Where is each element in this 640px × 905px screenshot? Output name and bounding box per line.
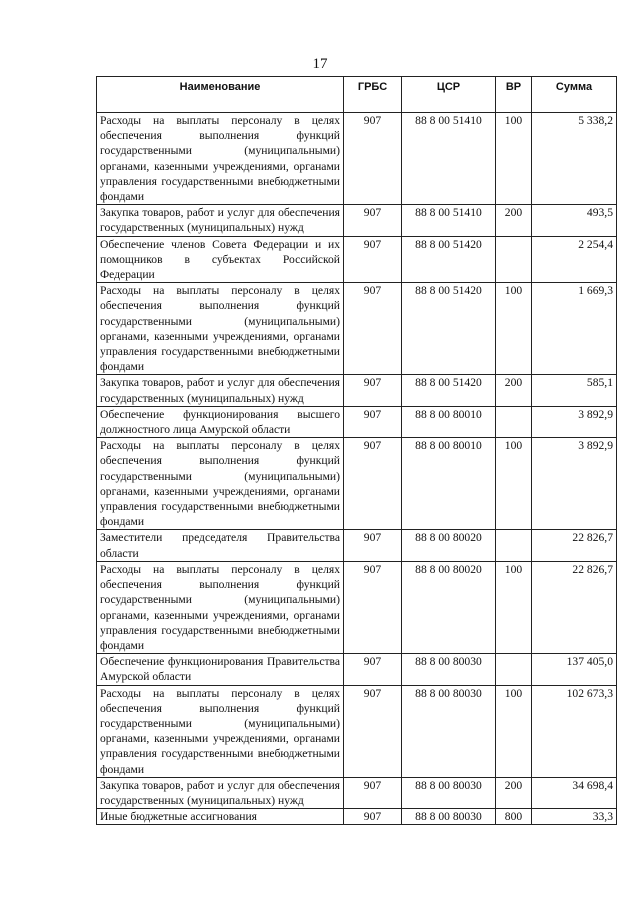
cell-vr: 200: [496, 375, 532, 406]
table-row: [97, 685, 617, 777]
cell-grbs: 907: [344, 654, 402, 685]
cell-sum: 1 669,3: [532, 283, 617, 375]
cell-grbs: 907: [344, 113, 402, 205]
cell-name: Расходы на выплаты персоналу в целях обеспечения выполнения функций государственными (муниципальными) органами, казенными учреждениями, органами управления государственными внебюджетными фондами: [97, 561, 344, 653]
cell-name: Расходы на выплаты персоналу в целях обеспечения выполнения функций государственными (муниципальными) органами, казенными учреждениями, органами управления государственными внебюджетными фондами: [97, 113, 344, 205]
budget-table: [96, 76, 617, 825]
cell-name: Расходы на выплаты персоналу в целях обеспечения выполнения функций государственными (муниципальными) органами, казенными учреждениями, органами управления государственными внебюджетными фондами: [97, 283, 344, 375]
cell-grbs: 907: [344, 809, 402, 825]
cell-vr: 100: [496, 438, 532, 530]
table-row: [97, 236, 617, 283]
cell-sum: 33,3: [532, 809, 617, 825]
table-row: [97, 205, 617, 236]
table-header-row: [97, 77, 617, 113]
page-number: 17: [312, 56, 328, 72]
cell-csr: 88 8 00 80010: [402, 438, 496, 530]
cell-sum: 22 826,7: [532, 561, 617, 653]
cell-name: Закупка товаров, работ и услуг для обеспечения государственных (муниципальных) нужд: [97, 375, 344, 406]
cell-sum: 102 673,3: [532, 685, 617, 777]
cell-csr: 88 8 00 51410: [402, 113, 496, 205]
cell-csr: 88 8 00 80030: [402, 685, 496, 777]
cell-csr: 88 8 00 51420: [402, 375, 496, 406]
cell-vr: 800: [496, 809, 532, 825]
cell-csr: 88 8 00 80010: [402, 406, 496, 437]
header-name: Наименование: [97, 77, 344, 113]
cell-vr: 100: [496, 283, 532, 375]
cell-sum: 5 338,2: [532, 113, 617, 205]
cell-name: Обеспечение функционирования Правительства Амурской области: [97, 654, 344, 685]
table-row: [97, 438, 617, 530]
cell-vr: 100: [496, 685, 532, 777]
header-vr: ВР: [496, 77, 532, 113]
table-row: [97, 113, 617, 205]
cell-vr: 100: [496, 561, 532, 653]
cell-csr: 88 8 00 51420: [402, 236, 496, 283]
cell-sum: 493,5: [532, 205, 617, 236]
cell-sum: 3 892,9: [532, 406, 617, 437]
cell-csr: 88 8 00 80030: [402, 654, 496, 685]
table-row: [97, 283, 617, 375]
table-row: [97, 777, 617, 808]
table-row: [97, 561, 617, 653]
cell-vr: 200: [496, 777, 532, 808]
cell-vr: [496, 654, 532, 685]
cell-csr: 88 8 00 80020: [402, 530, 496, 561]
cell-grbs: 907: [344, 375, 402, 406]
cell-csr: 88 8 00 80030: [402, 809, 496, 825]
cell-csr: 88 8 00 80020: [402, 561, 496, 653]
cell-grbs: 907: [344, 561, 402, 653]
cell-grbs: 907: [344, 283, 402, 375]
cell-grbs: 907: [344, 236, 402, 283]
cell-name: Обеспечение функционирования высшего должностного лица Амурской области: [97, 406, 344, 437]
cell-name: Закупка товаров, работ и услуг для обеспечения государственных (муниципальных) нужд: [97, 777, 344, 808]
cell-name: Расходы на выплаты персоналу в целях обеспечения выполнения функций государственными (муниципальными) органами, казенными учреждениями, органами управления государственными внебюджетными фондами: [97, 438, 344, 530]
cell-sum: 585,1: [532, 375, 617, 406]
table-row: [97, 375, 617, 406]
header-sum: Сумма: [532, 77, 617, 113]
cell-name: Заместители председателя Правительства области: [97, 530, 344, 561]
cell-name: Обеспечение членов Совета Федерации и их помощников в субъектах Российской Федерации: [97, 236, 344, 283]
cell-name: Иные бюджетные ассигнования: [97, 809, 344, 825]
table-row: [97, 809, 617, 825]
cell-vr: 100: [496, 113, 532, 205]
cell-vr: [496, 236, 532, 283]
cell-grbs: 907: [344, 777, 402, 808]
header-csr: ЦСР: [402, 77, 496, 113]
cell-sum: 22 826,7: [532, 530, 617, 561]
cell-csr: 88 8 00 51420: [402, 283, 496, 375]
cell-name: Закупка товаров, работ и услуг для обеспечения государственных (муниципальных) нужд: [97, 205, 344, 236]
cell-vr: [496, 530, 532, 561]
cell-sum: 3 892,9: [532, 438, 617, 530]
cell-grbs: 907: [344, 685, 402, 777]
table-row: [97, 530, 617, 561]
cell-grbs: 907: [344, 530, 402, 561]
cell-sum: 34 698,4: [532, 777, 617, 808]
header-grbs: ГРБС: [344, 77, 402, 113]
cell-csr: 88 8 00 80030: [402, 777, 496, 808]
cell-grbs: 907: [344, 438, 402, 530]
cell-csr: 88 8 00 51410: [402, 205, 496, 236]
cell-sum: 2 254,4: [532, 236, 617, 283]
cell-vr: 200: [496, 205, 532, 236]
cell-vr: [496, 406, 532, 437]
table-row: [97, 654, 617, 685]
cell-name: Расходы на выплаты персоналу в целях обеспечения выполнения функций государственными (муниципальными) органами, казенными учреждениями, органами управления государственными внебюджетными фондами: [97, 685, 344, 777]
cell-grbs: 907: [344, 205, 402, 236]
cell-sum: 137 405,0: [532, 654, 617, 685]
table-row: [97, 406, 617, 437]
cell-grbs: 907: [344, 406, 402, 437]
